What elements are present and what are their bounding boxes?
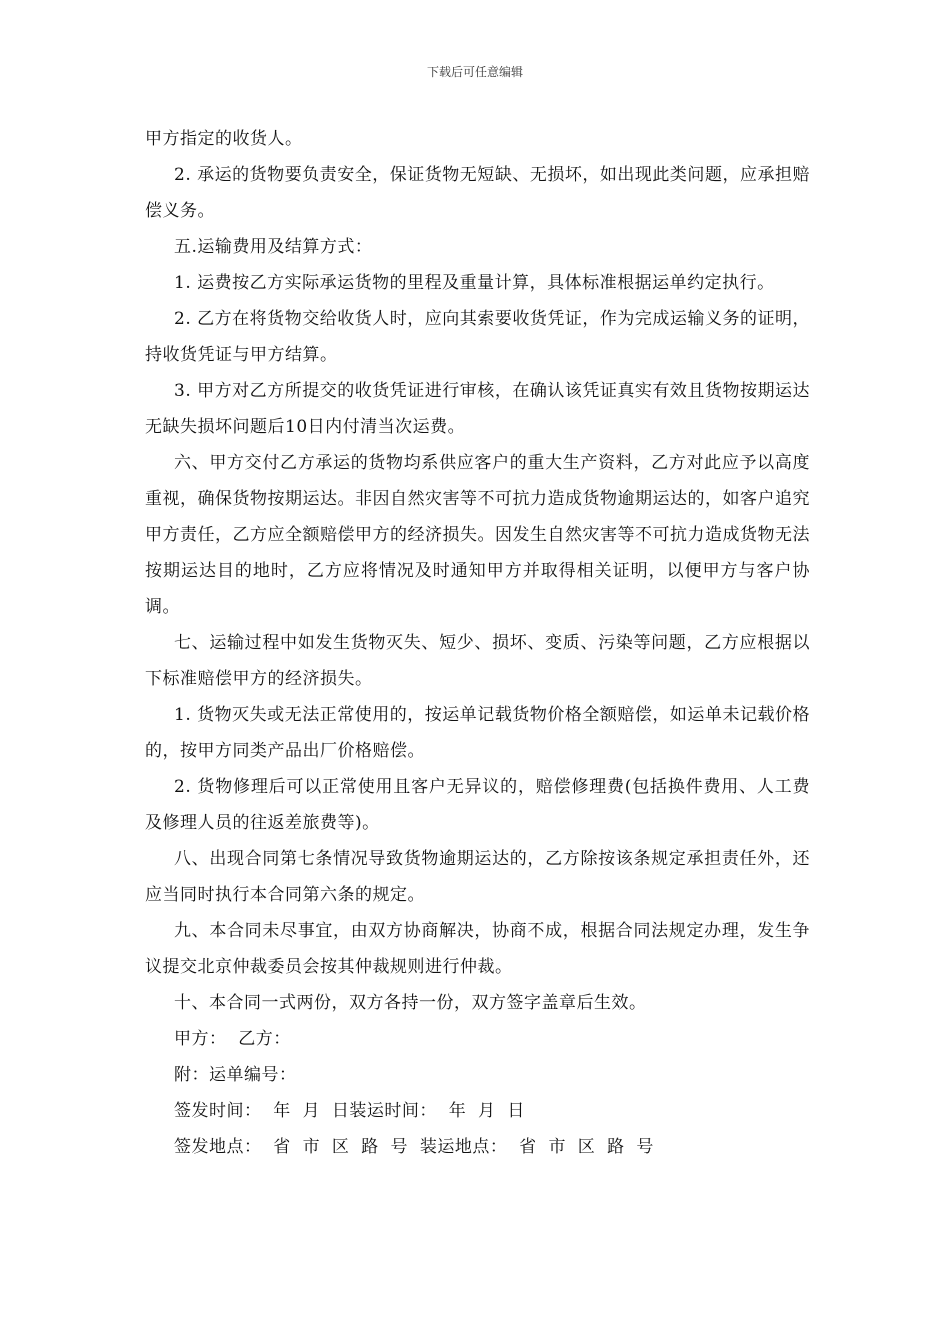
paragraph-payment-review: 3. 甲方对乙方所提交的收货凭证进行审核，在确认该凭证真实有效且货物按期运达无缺失损坏问题后10日内付清当次运费。 <box>145 381 810 437</box>
section-five-heading: 五.运输费用及结算方式： <box>174 237 373 257</box>
section-eight: 八、出现合同第七条情况导致货物逾期运达的，乙方除按该条规定承担责任外，还应当同时执行本合同第六条的规定。 <box>145 849 810 905</box>
paragraph-receipt-voucher: 2. 乙方在将货物交给收货人时，应向其索要收货凭证，作为完成运输义务的证明，持收货凭证与甲方结算。 <box>145 309 810 365</box>
attachment-waybill-number: 附：运单编号： <box>174 1065 297 1085</box>
issue-and-loading-place: 签发地点： 省 市 区 路 号 装运地点： 省 市 区 路 号 <box>174 1137 654 1157</box>
paragraph-consignee: 甲方指定的收货人。 <box>145 129 303 149</box>
signature-parties: 甲方： 乙方： <box>174 1029 291 1049</box>
paragraph-cargo-safety: 2. 承运的货物要负责安全，保证货物无短缺、无损坏，如出现此类问题，应承担赔偿义务。 <box>145 165 810 221</box>
issue-and-loading-time: 签发时间： 年 月 日装运时间： 年 月 日 <box>174 1101 525 1121</box>
paragraph-freight-calc: 1. 运费按乙方实际承运货物的里程及重量计算，具体标准根据运单约定执行。 <box>174 273 775 293</box>
paragraph-repair-compensation: 2. 货物修理后可以正常使用且客户无异议的，赔偿修理费(包括换件费用、人工费及修理人员的往返差旅费等)。 <box>145 777 810 833</box>
section-nine: 九、本合同未尽事宜，由双方协商解决，协商不成，根据合同法规定办理，发生争议提交北京仲裁委员会按其仲裁规则进行仲裁。 <box>145 921 810 977</box>
section-ten: 十、本合同一式两份，双方各持一份，双方签字盖章后生效。 <box>174 993 647 1013</box>
section-seven: 七、运输过程中如发生货物灭失、短少、损坏、变质、污染等问题，乙方应根据以下标准赔偿甲方的经济损失。 <box>145 633 810 689</box>
section-six: 六、甲方交付乙方承运的货物均系供应客户的重大生产资料，乙方对此应予以高度重视，确保货物按期运达。非因自然灾害等不可抗力造成货物逾期运达的，如客户追究甲方责任，乙方应全额赔偿甲方的经济损失。因发生自然灾害等不可抗力造成货物无法按期运达目的地时，乙方应将情况及时通知甲方并取得相关证明，以便甲方与客户协调。 <box>145 453 810 617</box>
paragraph-loss-compensation: 1. 货物灭失或无法正常使用的，按运单记载货物价格全额赔偿，如运单未记载价格的，按甲方同类产品出厂价格赔偿。 <box>145 705 810 761</box>
document-body <box>145 121 810 1165</box>
page-header-note: 下载后可任意编辑 <box>426 65 523 79</box>
